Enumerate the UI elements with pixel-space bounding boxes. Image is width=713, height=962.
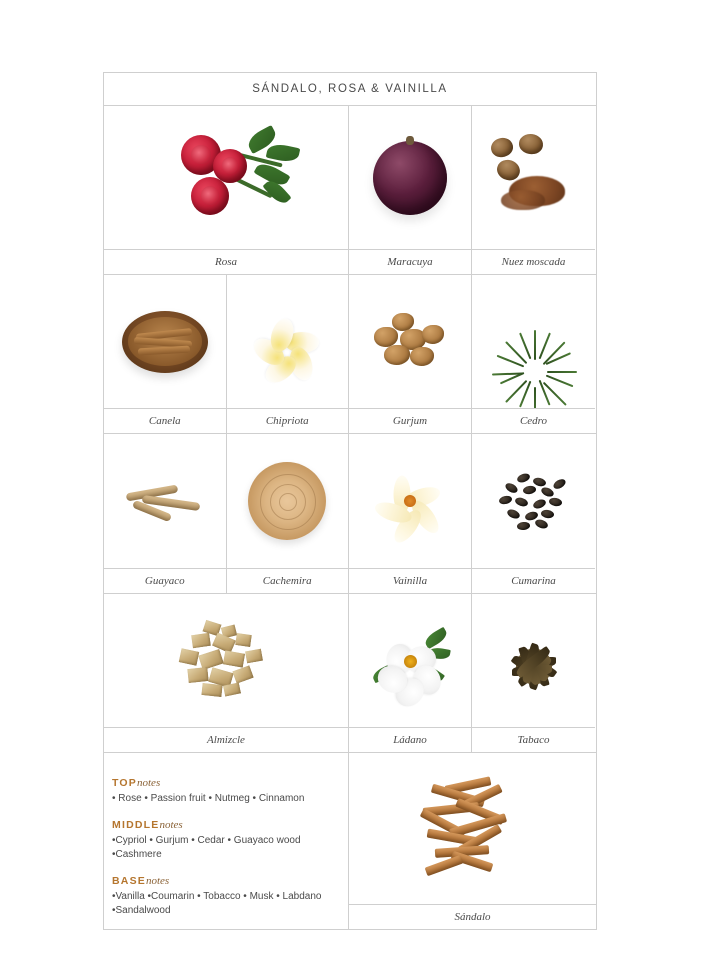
note-block-base — [112, 875, 348, 918]
tonka-bean — [514, 496, 529, 508]
ingredient-caption: Guayaco — [104, 568, 226, 593]
fragrance-pyramid-sheet — [103, 72, 597, 930]
ingredient-cell-cedro — [472, 275, 595, 433]
ingredient-row — [104, 275, 596, 434]
note-line: • Rose • Passion fruit • Nutmeg • Cinnamon — [112, 793, 305, 804]
ingredient-caption: Gurjum — [349, 408, 471, 433]
ingredient-cell-cachemira — [227, 434, 350, 593]
cistus-flower-illustration — [366, 622, 454, 700]
tonka-bean — [516, 472, 531, 484]
ingredient-caption: Rosa — [104, 249, 348, 274]
ingredient-cell-ladano — [349, 594, 472, 752]
ingredient-row — [104, 106, 596, 275]
note-line: •Sandalwood — [112, 905, 171, 916]
ingredient-cell-chipriota — [227, 275, 350, 433]
guayaco-sticks-illustration — [122, 475, 208, 527]
cedar-sprig-illustration — [491, 301, 577, 383]
cedar-needle — [547, 371, 577, 373]
tonka-bean — [503, 481, 518, 494]
musk-crystal — [198, 648, 224, 669]
musk-crystal — [235, 633, 252, 647]
ingredient-caption: Tabaco — [472, 727, 595, 752]
ingredient-caption: Cumarina — [472, 568, 595, 593]
ingredient-cell-gurjum — [349, 275, 472, 433]
guayaco-image — [104, 434, 226, 568]
ingredient-cell-guayaco — [104, 434, 227, 593]
ingredient-row — [104, 594, 596, 753]
note-line: •Cypriol • Gurjum • Cedar • Guayaco wood — [112, 835, 301, 846]
note-heading-label: TOP — [112, 777, 137, 789]
note-heading-label: BASE — [112, 875, 146, 887]
passion-fruit-illustration — [373, 141, 447, 215]
ingredient-caption: Chipriota — [227, 408, 349, 433]
tabaco-image — [472, 594, 595, 727]
resin-lump — [384, 345, 410, 365]
nutmeg-seed — [517, 132, 544, 155]
note-block-middle — [112, 819, 348, 862]
cachemira-image — [227, 434, 349, 568]
sandalwood-chip — [424, 854, 463, 875]
ingredient-caption: Almizcle — [104, 727, 348, 752]
ingredient-caption: Maracuya — [349, 249, 471, 274]
musk-crystal — [245, 648, 263, 663]
sandalwood-chips-illustration — [411, 777, 535, 881]
ingredient-caption: Canela — [104, 408, 226, 433]
cumarina-image — [472, 434, 595, 568]
resin-lump — [374, 327, 398, 347]
ingredient-cell-sandalo — [349, 753, 596, 929]
ingredient-cell-tabaco — [472, 594, 595, 752]
vainilla-image — [349, 434, 471, 568]
tonka-beans-illustration — [491, 470, 577, 532]
musk-crystal — [232, 665, 253, 683]
musk-crystals-illustration — [168, 618, 284, 704]
note-heading-sub: notes — [145, 875, 170, 887]
musk-crystal — [223, 682, 241, 696]
chipriota-image — [227, 275, 349, 408]
ingredient-cell-maracuya — [349, 106, 472, 274]
musk-crystal — [201, 682, 222, 696]
resin-lump — [422, 325, 444, 344]
ingredient-cell-cumarina — [472, 434, 595, 593]
ladano-image — [349, 594, 471, 727]
cedar-needle — [545, 374, 573, 387]
sheet-title-bar — [104, 73, 596, 106]
page-title: SÁNDALO, ROSA & VAINILLA — [252, 83, 448, 95]
cedar-needle — [534, 387, 536, 409]
tobacco-leaves-illustration — [488, 622, 580, 700]
almizcle-image — [104, 594, 348, 727]
notes-panel — [104, 753, 349, 929]
ingredient-caption: Cachemira — [227, 568, 349, 593]
note-line: •Vanilla •Coumarin • Tobacco • Musk • Labdano — [112, 891, 322, 902]
rosa-image — [104, 106, 348, 249]
resin-lump — [410, 347, 434, 366]
resin-lump — [392, 313, 414, 331]
flower-center — [404, 655, 417, 668]
plumeria-illustration — [254, 309, 320, 375]
cedar-needle — [491, 372, 522, 375]
ingredient-cell-almizcle — [104, 594, 349, 752]
tonka-bean — [516, 521, 530, 530]
nutmeg-illustration — [479, 132, 589, 224]
cedro-image — [472, 275, 595, 408]
notes-row — [104, 753, 596, 929]
ingredient-cell-rosa — [104, 106, 349, 274]
ingredient-cell-nuez-moscada — [472, 106, 595, 274]
tonka-bean — [531, 498, 546, 510]
sandalo-image — [349, 753, 596, 904]
ingredient-cell-vainilla — [349, 434, 472, 593]
note-heading-sub: notes — [159, 819, 183, 831]
ingredient-caption: Vainilla — [349, 568, 471, 593]
nutmeg-powder — [501, 190, 545, 210]
gurjum-resin-illustration — [370, 311, 450, 373]
maracuya-image — [349, 106, 471, 249]
vanilla-flower-illustration — [368, 459, 452, 543]
ingredient-row — [104, 434, 596, 594]
note-block-top — [112, 777, 348, 806]
nuez-moscada-image — [472, 106, 595, 249]
rose-bloom — [213, 149, 247, 183]
tonka-bean — [548, 497, 562, 507]
ingredient-caption: Sándalo — [349, 904, 596, 929]
gurjum-image — [349, 275, 471, 408]
note-heading-top — [112, 777, 348, 789]
tonka-bean — [539, 486, 554, 499]
rose-bloom — [191, 177, 229, 215]
ingredient-cell-canela — [104, 275, 227, 433]
note-heading-label: MIDDLE — [112, 819, 160, 831]
musk-crystal — [179, 648, 200, 665]
cedar-needle — [538, 332, 550, 359]
tonka-bean — [540, 509, 554, 519]
ingredient-caption: Ládano — [349, 727, 471, 752]
tonka-bean — [498, 495, 512, 506]
musk-crystal — [191, 632, 211, 647]
note-heading-middle — [112, 819, 348, 831]
cedar-needle — [534, 330, 536, 360]
musk-crystal — [187, 666, 208, 682]
ingredient-caption: Cedro — [472, 408, 595, 433]
flower-center — [404, 495, 416, 507]
wood-disc-illustration — [248, 462, 326, 540]
cistus-leaf — [423, 626, 450, 648]
musk-crystal — [223, 650, 245, 667]
canela-image — [104, 275, 226, 408]
nutmeg-seed — [489, 135, 514, 158]
ingredient-caption: Nuez moscada — [472, 249, 595, 274]
note-line: •Cashmere — [112, 849, 162, 860]
roses-illustration — [151, 123, 301, 233]
tonka-bean — [505, 508, 520, 521]
notes-list — [104, 753, 348, 931]
tonka-bean — [522, 485, 536, 495]
tonka-bean — [551, 477, 566, 490]
tonka-bean — [534, 518, 549, 530]
note-heading-base — [112, 875, 348, 887]
cinnamon-bowl-illustration — [122, 311, 208, 373]
note-heading-sub: notes — [137, 777, 161, 789]
